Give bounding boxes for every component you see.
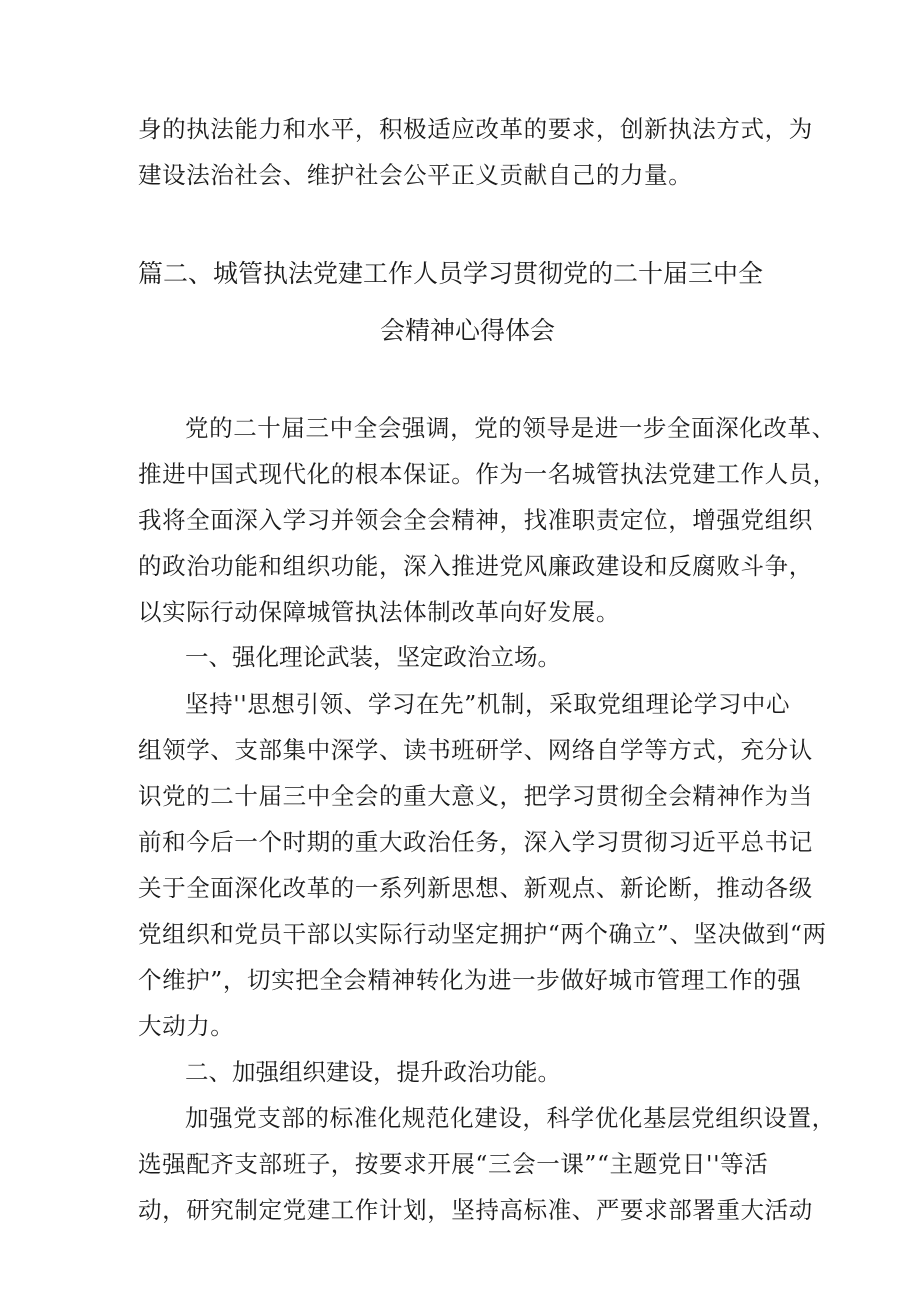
article-title-line-2: 会精神心得体会 [380,316,556,345]
section-1-line: 识党的二十届三中全会的重大意义，把学习贯彻全会精神作为当 [138,782,813,810]
section-1-line: 个维护”，切实把全会精神转化为进一步做好城市管理工作的强 [138,966,802,994]
prev-text-line: 身的执法能力和水平，积极适应改革的要求，创新执法方式，为 [138,115,813,143]
section-1-line: 大动力。 [138,1012,235,1040]
section-1-heading: 一、强化理论武装，坚定政治立场。 [185,643,561,671]
intro-line: 的政治功能和组织功能，深入推进党风廉政建设和反腐败斗争， [138,552,813,580]
intro-line: 我将全面深入学习并领会全会精神，找准职责定位，增强党组织 [138,506,813,534]
section-1-line: 组领学、支部集中深学、读书班研学、网络自学等方式，充分认 [138,736,813,764]
section-2-line: 动，研究制定党建工作计划，坚持高标准、严要求部署重大活动 [138,1196,813,1224]
section-1-line: 前和今后一个时期的重大政治任务，深入学习贯彻习近平总书记 [138,828,813,856]
section-2-line: 加强党支部的标准化规范化建设，科学优化基层党组织设置， [185,1104,836,1132]
section-2-line: 选强配齐支部班子，按要求开展“三会一课”“主题党日''等活 [138,1150,769,1178]
section-1-line: 党组织和党员干部以实际行动坚定拥护“两个确立”、坚决做到“两 [138,920,827,948]
intro-line: 以实际行动保障城管执法体制改革向好发展。 [138,598,620,626]
article-title-line-1: 篇二、城管执法党建工作人员学习贯彻党的二十届三中全 [138,259,764,288]
prev-text-line: 建设法治社会、维护社会公平正义贡献自己的力量。 [138,161,693,189]
section-1-line: 关于全面深化改革的一系列新思想、新观点、新论断，推动各级 [138,874,813,902]
section-2-heading: 二、加强组织建设，提升政治功能。 [185,1058,561,1086]
intro-line: 推进中国式现代化的根本保证。作为一名城管执法党建工作人员， [138,460,837,488]
section-1-line: 坚持''思想引领、学习在先”机制，采取党组理论学习中心 [185,690,791,718]
intro-line: 党的二十届三中全会强调，党的领导是进一步全面深化改革、 [185,414,836,442]
